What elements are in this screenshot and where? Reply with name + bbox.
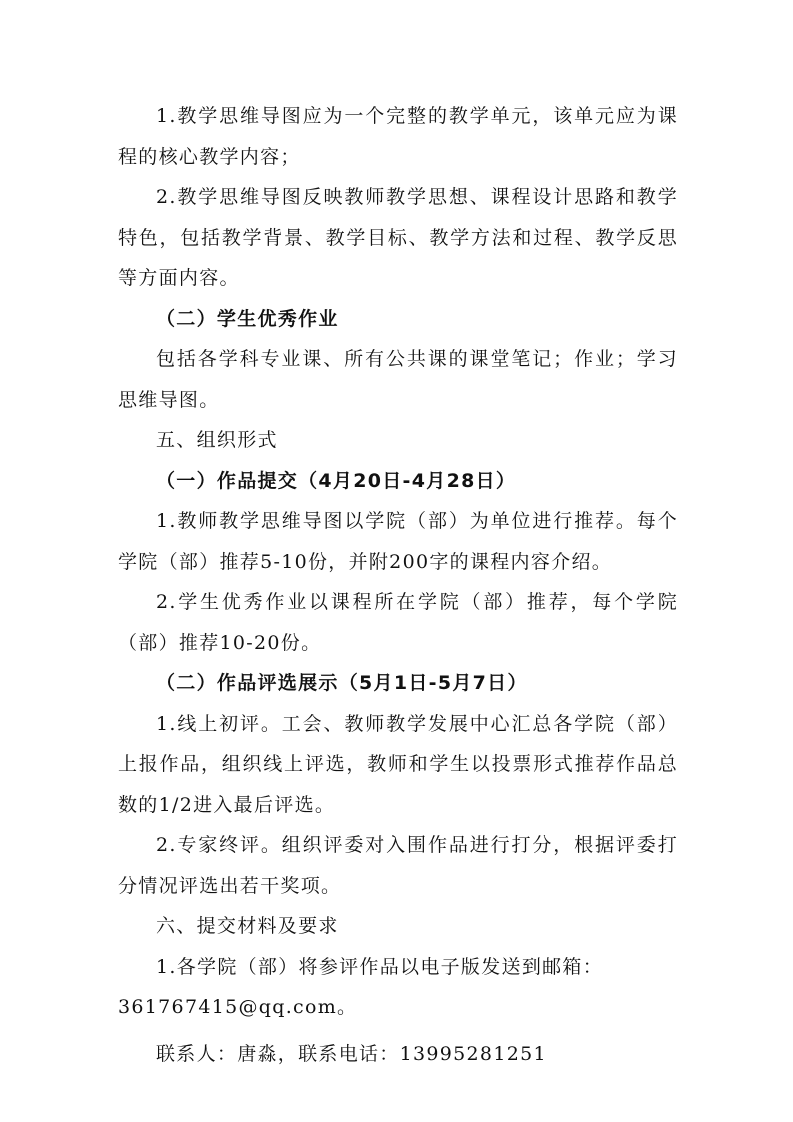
paragraph-expert-review: 2.专家终评。组织评委对入围作品进行打分，根据评委打分情况评选出若干奖项。 — [118, 834, 678, 897]
paragraph-submit-email: 1.各学院（部）将参评作品以电子版发送到邮箱： — [156, 955, 604, 978]
heading-organization-form: 五、组织形式 — [156, 429, 278, 451]
heading-student-homework: （二）学生优秀作业 — [156, 307, 339, 330]
paragraph-homework-scope: 包括各学科专业课、所有公共课的课堂笔记；作业；学习思维导图。 — [118, 348, 678, 411]
paragraph-teacher-recommendation: 1.教师教学思维导图以学院（部）为单位进行推荐。每个学院（部）推荐5-10份，并附200字的课程内容介绍。 — [118, 510, 678, 573]
heading-work-submission: （一）作品提交（4月20日-4月28日） — [156, 469, 517, 492]
heading-selection-display: （二）作品评选展示（5月1日-5月7日） — [156, 672, 528, 694]
paragraph-online-review: 1.线上初评。工会、教师教学发展中心汇总各学院（部）上报作品，组织线上评选，教师和学生以投票形式推荐作品总数的1/2进入最后评选。 — [118, 712, 678, 816]
document-page — [118, 96, 678, 1074]
contact-info: 联系人：唐淼，联系电话：13995281251 — [156, 1042, 547, 1065]
email-address: 361767415@qq.com。 — [118, 996, 358, 1018]
heading-submission-requirements: 六、提交材料及要求 — [156, 915, 339, 937]
paragraph-mindmap-unit: 1.教学思维导图应为一个完整的教学单元，该单元应为课程的核心教学内容； — [118, 105, 678, 168]
paragraph-student-recommendation: 2.学生优秀作业以课程所在学院（部）推荐，每个学院（部）推荐10-20份。 — [118, 591, 678, 654]
paragraph-mindmap-content: 2.教学思维导图反映教师教学思想、课程设计思路和教学特色，包括教学背景、教学目标、教学方法和过程、教学反思等方面内容。 — [118, 186, 678, 289]
